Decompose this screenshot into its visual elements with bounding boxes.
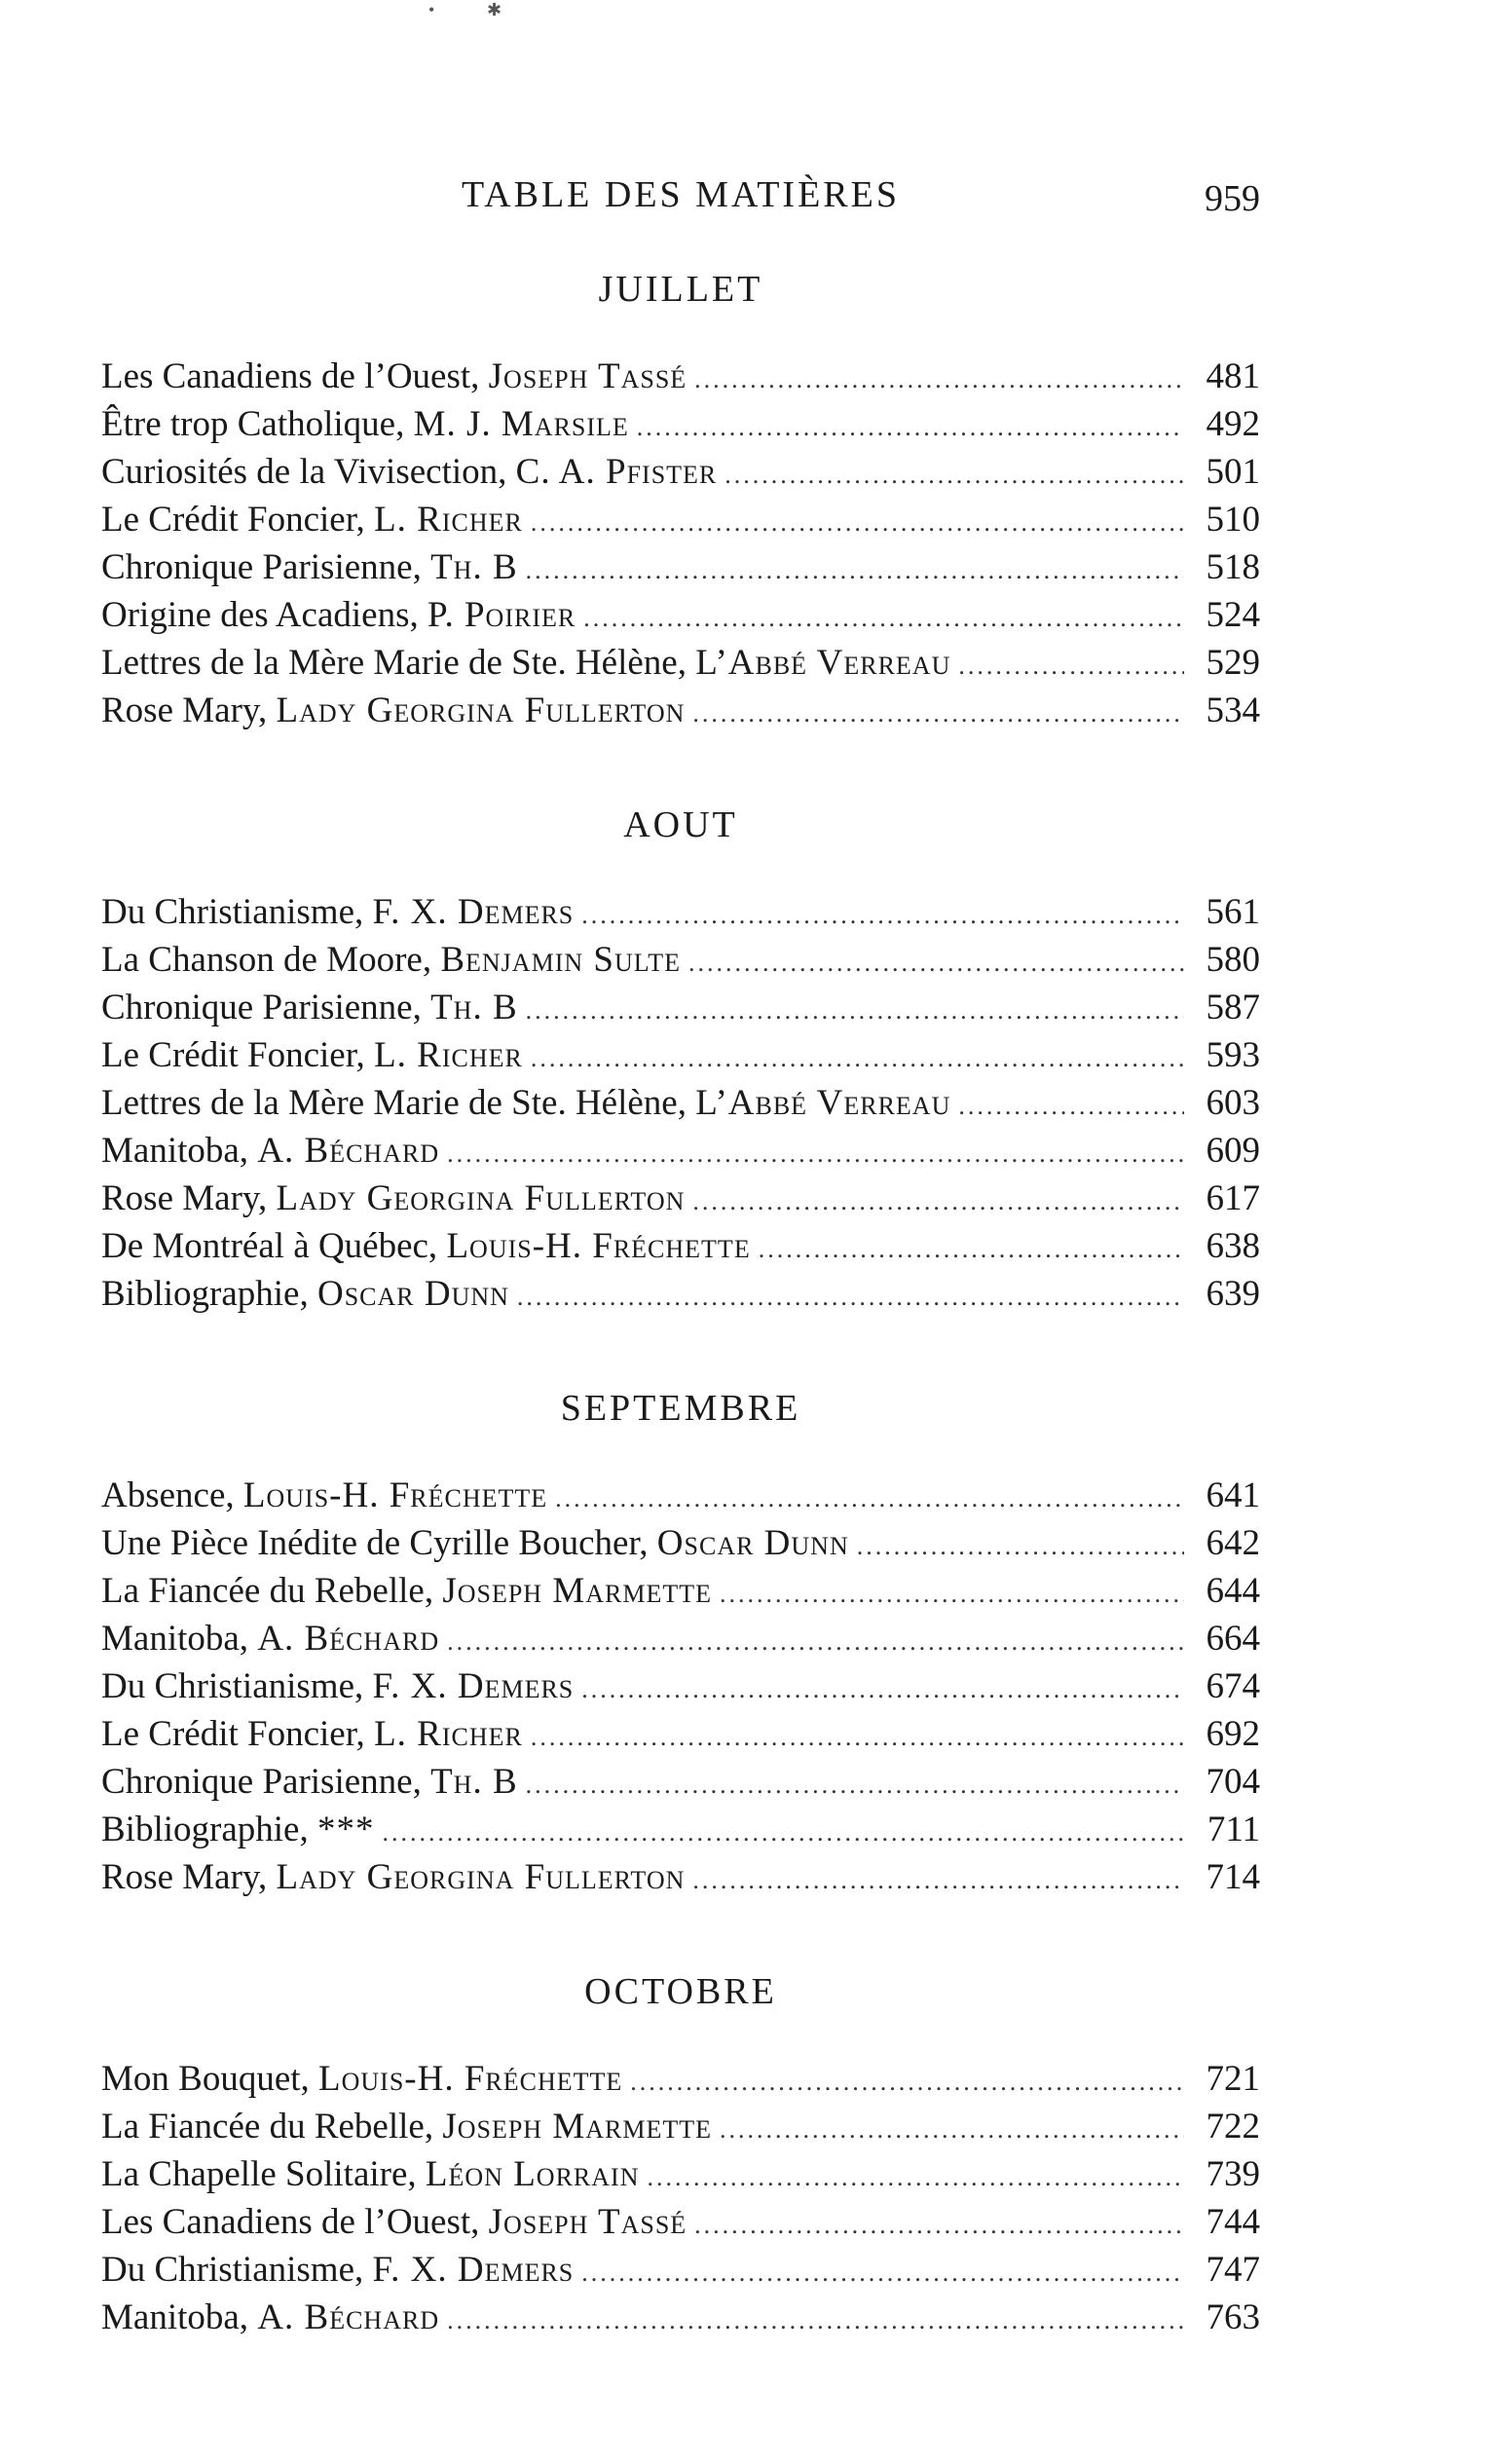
month-section [101,1374,1260,1901]
entry-text [101,2198,687,2246]
dot-leader [526,1761,1184,1809]
entry-author: Th. B [430,1762,518,1802]
entry-title: La Fiancée du Rebelle, [101,1571,443,1611]
entry-text [101,984,518,1031]
entry-text [101,2294,439,2341]
entry-author: L’Abbé Verreau [695,1083,951,1123]
entry-title: Le Crédit Foncier, [101,1035,375,1075]
entry-page-number: 763 [1206,2297,1260,2337]
toc-entry [101,1853,1260,1901]
entry-page-number: 674 [1206,1666,1260,1706]
entry-author: L. Richer [374,500,523,540]
entry-page-number: 714 [1206,1857,1260,1897]
entry-author: C. A. Pfister [515,452,718,492]
entry-author: P. Poirier [427,595,576,635]
entry-text [101,1615,439,1662]
entry-title: Du Christianisme, [101,2250,373,2290]
entry-author: Lady Georgina Fullerton [276,1178,686,1218]
entry-title: Chronique Parisienne, [101,547,431,587]
toc-entry [101,639,1260,687]
month-section [101,791,1260,1318]
month-heading: AOUT [623,804,738,845]
dot-leader [692,1177,1184,1225]
entry-text [101,1472,547,1519]
dot-leader [555,1475,1184,1522]
entry-author: Louis-H. Fréchette [242,1475,548,1515]
entry-author: *** [316,1810,375,1849]
toc-entry [101,1758,1260,1806]
toc-entry [101,1615,1260,1662]
entry-title: Chronique Parisienne, [101,988,431,1027]
entry-page-number: 638 [1206,1226,1260,1266]
entry-author: Oscar Dunn [656,1523,849,1563]
entry-page-number: 617 [1206,1178,1260,1218]
entry-page-number: 534 [1206,691,1260,730]
entry-title: Du Christianisme, [101,892,373,932]
dot-leader [382,1809,1184,1856]
page-header [101,173,1260,232]
entry-title: De Montréal à Québec, [101,1226,447,1266]
dot-leader [526,987,1184,1034]
entry-text [101,1222,751,1270]
entry-author: Joseph Tassé [488,2202,687,2242]
entry-text [101,1853,685,1901]
entry-page-number: 587 [1206,988,1260,1027]
entry-text [101,2055,622,2103]
dot-leader [531,1713,1184,1761]
entry-text [101,1270,509,1318]
entry-title: Manitoba, [101,2297,258,2337]
entry-title: Les Canadiens de l’Ouest, [101,2202,489,2242]
month-section [101,1958,1260,2341]
entry-title: La Fiancée du Rebelle, [101,2107,443,2147]
dot-leader [694,2201,1184,2249]
entry-text [101,1662,574,1710]
dot-leader [447,1130,1184,1177]
entry-author: A. Béchard [257,1619,440,1659]
toc-entry [101,496,1260,543]
toc-entry [101,2150,1260,2198]
toc-entry [101,1031,1260,1079]
toc-entry [101,1127,1260,1175]
entry-page-number: 593 [1206,1035,1260,1075]
entry-text [101,1031,523,1079]
entry-title: Rose Mary, [101,691,277,730]
running-title: TABLE DES MATIÈRES [462,174,900,215]
month-section [101,255,1260,734]
entry-author: A. Béchard [257,2297,440,2337]
toc-entry [101,687,1260,734]
toc-entry [101,448,1260,496]
dot-leader [517,1273,1184,1321]
toc-entry [101,1710,1260,1758]
scan-speck: ✱ [487,0,502,19]
toc-entry [101,2055,1260,2103]
page-number: 959 [1205,178,1260,219]
entry-title: Rose Mary, [101,1178,277,1218]
entry-page-number: 580 [1206,940,1260,980]
entry-title: Mon Bouquet, [101,2059,319,2099]
month-heading: OCTOBRE [584,1971,777,2012]
entry-page-number: 609 [1206,1131,1260,1171]
entry-author: Th. B [430,988,518,1027]
entry-page-number: 664 [1206,1619,1260,1659]
dot-leader [630,2058,1184,2106]
entry-text [101,448,717,496]
entry-title: Rose Mary, [101,1857,277,1897]
entry-title: Le Crédit Foncier, [101,500,375,540]
toc-entry [101,1519,1260,1567]
entry-title: Absence, [101,1475,243,1515]
entry-text [101,1519,849,1567]
entry-author: Joseph Marmette [442,1571,712,1611]
dot-leader [581,891,1184,939]
entry-author: A. Béchard [257,1131,440,1171]
entry-text [101,1758,518,1806]
toc-entry [101,353,1260,400]
entry-page-number: 711 [1207,1810,1260,1849]
entry-text [101,2246,574,2294]
dot-leader [583,594,1184,642]
entry-author: F. X. Demers [372,892,575,932]
entry-page-number: 642 [1206,1523,1260,1563]
entry-title: Bibliographie, [101,1810,317,1849]
entry-page-number: 721 [1206,2059,1260,2099]
entry-author: Lady Georgina Fullerton [276,691,686,730]
dot-leader [531,499,1184,546]
entry-text [101,1567,712,1615]
dot-leader [692,690,1184,737]
entry-title: Curiosités de la Vivisection, [101,452,516,492]
entry-text [101,1806,374,1853]
entry-page-number: 692 [1206,1714,1260,1754]
entry-page-number: 492 [1206,404,1260,444]
toc-entry [101,400,1260,448]
entry-page-number: 518 [1206,547,1260,587]
entry-text [101,1175,685,1222]
toc-entry [101,936,1260,984]
entry-page-number: 501 [1206,452,1260,492]
toc-entry [101,1222,1260,1270]
entry-page-number: 722 [1206,2107,1260,2147]
entry-page-number: 744 [1206,2202,1260,2242]
entry-list [101,1472,1260,1901]
entry-page-number: 524 [1206,595,1260,635]
entry-list [101,888,1260,1318]
entry-page-number: 704 [1206,1762,1260,1802]
entry-text [101,1079,950,1127]
entry-text [101,936,681,984]
entry-page-number: 739 [1206,2154,1260,2194]
entry-author: Oscar Dunn [316,1274,509,1314]
entry-author: Louis-H. Fréchette [446,1226,751,1266]
dot-leader [692,1856,1184,1904]
entry-author: Benjamin Sulte [440,940,681,980]
dot-leader [581,2249,1184,2296]
entry-author: F. X. Demers [372,1666,575,1706]
entry-author: L. Richer [374,1035,523,1075]
dot-leader [447,2296,1184,2344]
entry-page-number: 510 [1206,500,1260,540]
entry-text [101,1127,439,1175]
month-heading: SEPTEMBRE [560,1388,801,1429]
dot-leader [724,451,1184,499]
dot-leader [647,2153,1184,2201]
entry-text [101,1710,523,1758]
entry-text [101,888,574,936]
entry-text [101,543,518,591]
dot-leader [447,1618,1184,1665]
toc-entry [101,1567,1260,1615]
entry-author: Joseph Tassé [488,356,687,396]
entry-title: Lettres de la Mère Marie de Ste. Hélène, [101,643,696,683]
table-of-contents [101,255,1260,2398]
entry-author: Léon Lorrain [425,2154,640,2194]
entry-title: Chronique Parisienne, [101,1762,431,1802]
entry-text [101,2103,712,2150]
entry-page-number: 529 [1206,643,1260,683]
entry-list [101,353,1260,734]
entry-title: Une Pièce Inédite de Cyrille Boucher, [101,1523,657,1563]
dot-leader [720,2106,1184,2153]
entry-text [101,639,950,687]
entry-title: Les Canadiens de l’Ouest, [101,356,489,396]
entry-text [101,496,523,543]
dot-leader [958,1082,1184,1130]
dot-leader [958,642,1184,690]
entry-page-number: 641 [1206,1475,1260,1515]
dot-leader [526,546,1184,594]
toc-entry [101,888,1260,936]
entry-page-number: 639 [1206,1274,1260,1314]
month-heading: JUILLET [598,269,763,310]
toc-entry [101,543,1260,591]
toc-entry [101,1270,1260,1318]
toc-entry [101,1806,1260,1853]
dot-leader [688,939,1184,987]
entry-title: Lettres de la Mère Marie de Ste. Hélène, [101,1083,696,1123]
entry-author: Th. B [430,547,518,587]
entry-title: Être trop Catholique, [101,404,414,444]
toc-entry [101,1472,1260,1519]
dot-leader [720,1570,1184,1618]
entry-author: L. Richer [374,1714,523,1754]
entry-text [101,591,576,639]
entry-title: Manitoba, [101,1131,258,1171]
entry-author: L’Abbé Verreau [695,643,951,683]
toc-entry [101,2246,1260,2294]
entry-text [101,400,629,448]
dot-leader [581,1665,1184,1713]
entry-text [101,2150,639,2198]
dot-leader [531,1034,1184,1082]
toc-entry [101,1662,1260,1710]
entry-list [101,2055,1260,2341]
entry-author: Louis-H. Fréchette [318,2059,623,2099]
entry-author: Joseph Marmette [442,2107,712,2147]
entry-page-number: 561 [1206,892,1260,932]
entry-title: Origine des Acadiens, [101,595,427,635]
entry-title: La Chapelle Solitaire, [101,2154,426,2194]
entry-title: Le Crédit Foncier, [101,1714,375,1754]
toc-entry [101,1175,1260,1222]
dot-leader [857,1522,1184,1570]
entry-page-number: 747 [1206,2250,1260,2290]
dot-leader [637,403,1184,451]
entry-author: M. J. Marsile [413,404,629,444]
entry-author: F. X. Demers [372,2250,575,2290]
entry-text [101,687,685,734]
entry-title: Bibliographie, [101,1274,317,1314]
entry-page-number: 644 [1206,1571,1260,1611]
toc-entry [101,2103,1260,2150]
entry-title: Manitoba, [101,1619,258,1659]
entry-text [101,353,687,400]
toc-entry [101,2198,1260,2246]
dot-leader [694,355,1184,403]
entry-page-number: 481 [1206,356,1260,396]
toc-entry [101,1079,1260,1127]
toc-entry [101,591,1260,639]
toc-entry [101,2294,1260,2341]
entry-title: La Chanson de Moore, [101,940,441,980]
entry-title: Du Christianisme, [101,1666,373,1706]
toc-entry [101,984,1260,1031]
entry-page-number: 603 [1206,1083,1260,1123]
entry-author: Lady Georgina Fullerton [276,1857,686,1897]
dot-leader [759,1225,1184,1273]
scan-speck: • [428,0,435,19]
